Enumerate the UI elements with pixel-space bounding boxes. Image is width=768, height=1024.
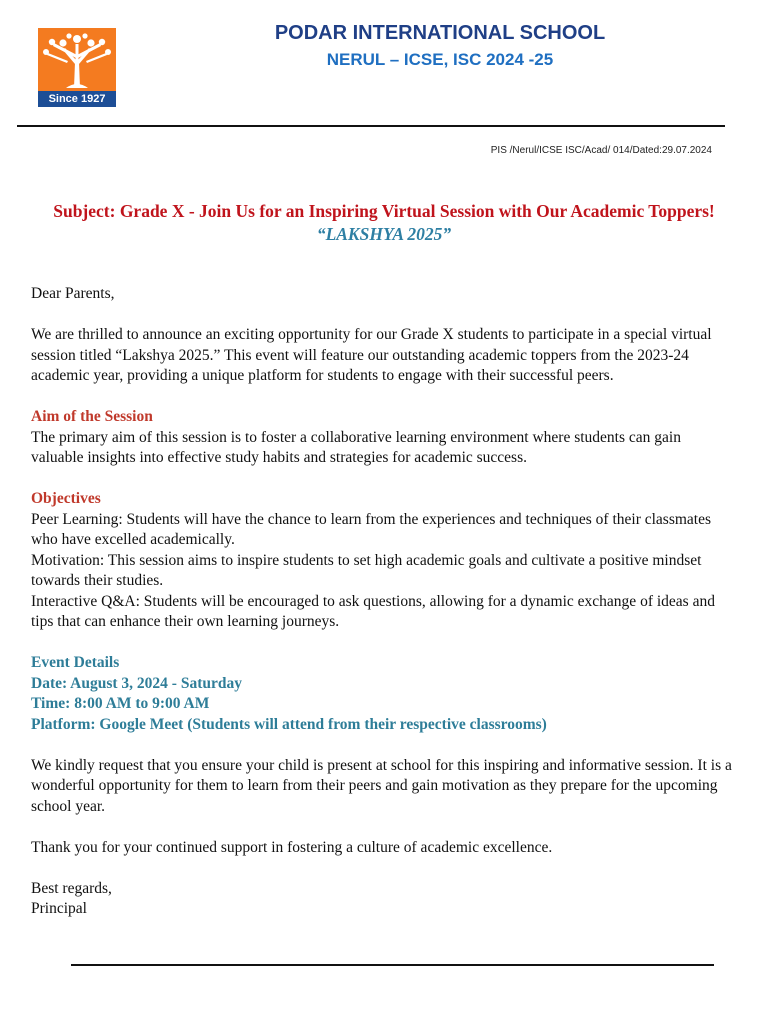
footer-divider	[71, 964, 714, 966]
school-branch: NERUL – ICSE, ISC 2024 -25	[326, 50, 554, 69]
objective-item: Motivation: This session aims to inspire students to set high academic goals and cultivate a positive mindset towards their studies.	[31, 551, 702, 589]
event-date: Date: August 3, 2024 - Saturday	[31, 674, 242, 692]
subject-text: Subject: Grade X - Join Us for an Inspiring Virtual Session with Our Academic Toppers!	[53, 201, 715, 221]
event-time: Time: 8:00 AM to 9:00 AM	[31, 695, 210, 712]
school-logo	[38, 28, 116, 107]
school-name: PODAR INTERNATIONAL SCHOOL	[274, 22, 606, 44]
tree-of-hands-icon	[38, 28, 116, 91]
event-name: “LAKSHYA 2025”	[316, 224, 452, 244]
subject-line	[30, 200, 738, 246]
reference-number: PIS /Nerul/ICSE ISC/Acad/ 014/Dated:29.07.2024	[490, 145, 712, 156]
thanks-paragraph: Thank you for your continued support in fostering a culture of academic excellence.	[31, 838, 553, 856]
aim-heading: Aim of the Session	[31, 408, 153, 425]
request-paragraph: We kindly request that you ensure your child is present at school for this inspiring and informative session. It is a wonderful opportunity for them to learn from their peers and gain motivation as they prepare for the upcoming school year.	[31, 756, 732, 815]
objectives-heading: Objectives	[31, 490, 101, 507]
salutation: Dear Parents,	[31, 285, 115, 302]
event-platform: Platform: Google Meet (Students will attend from their respective classrooms)	[31, 715, 547, 733]
signatory: Principal	[31, 900, 87, 917]
letter-body	[31, 284, 736, 920]
objective-item: Peer Learning: Students will have the chance to learn from the experiences and techniques of their classmates who have excelled academically.	[31, 510, 712, 548]
logo-caption: Since 1927	[38, 91, 116, 107]
aim-paragraph: The primary aim of this session is to foster a collaborative learning environment where students can gain valuable insights into effective study habits and strategies for academic success.	[31, 428, 681, 466]
closing: Best regards,	[31, 879, 112, 897]
intro-paragraph: We are thrilled to announce an exciting opportunity for our Grade X students to participate in a special virtual session titled “Lakshya 2025.” This event will feature our outstanding academic toppers from the 2023-24 academic year, providing a unique platform for students to engage with their successful peers.	[31, 326, 712, 384]
event-details-heading: Event Details	[31, 654, 120, 671]
header-divider	[17, 125, 725, 127]
objective-item: Interactive Q&A: Students will be encouraged to ask questions, allowing for a dynamic exchange of ideas and tips that can enhance their own learning journeys.	[31, 592, 715, 630]
